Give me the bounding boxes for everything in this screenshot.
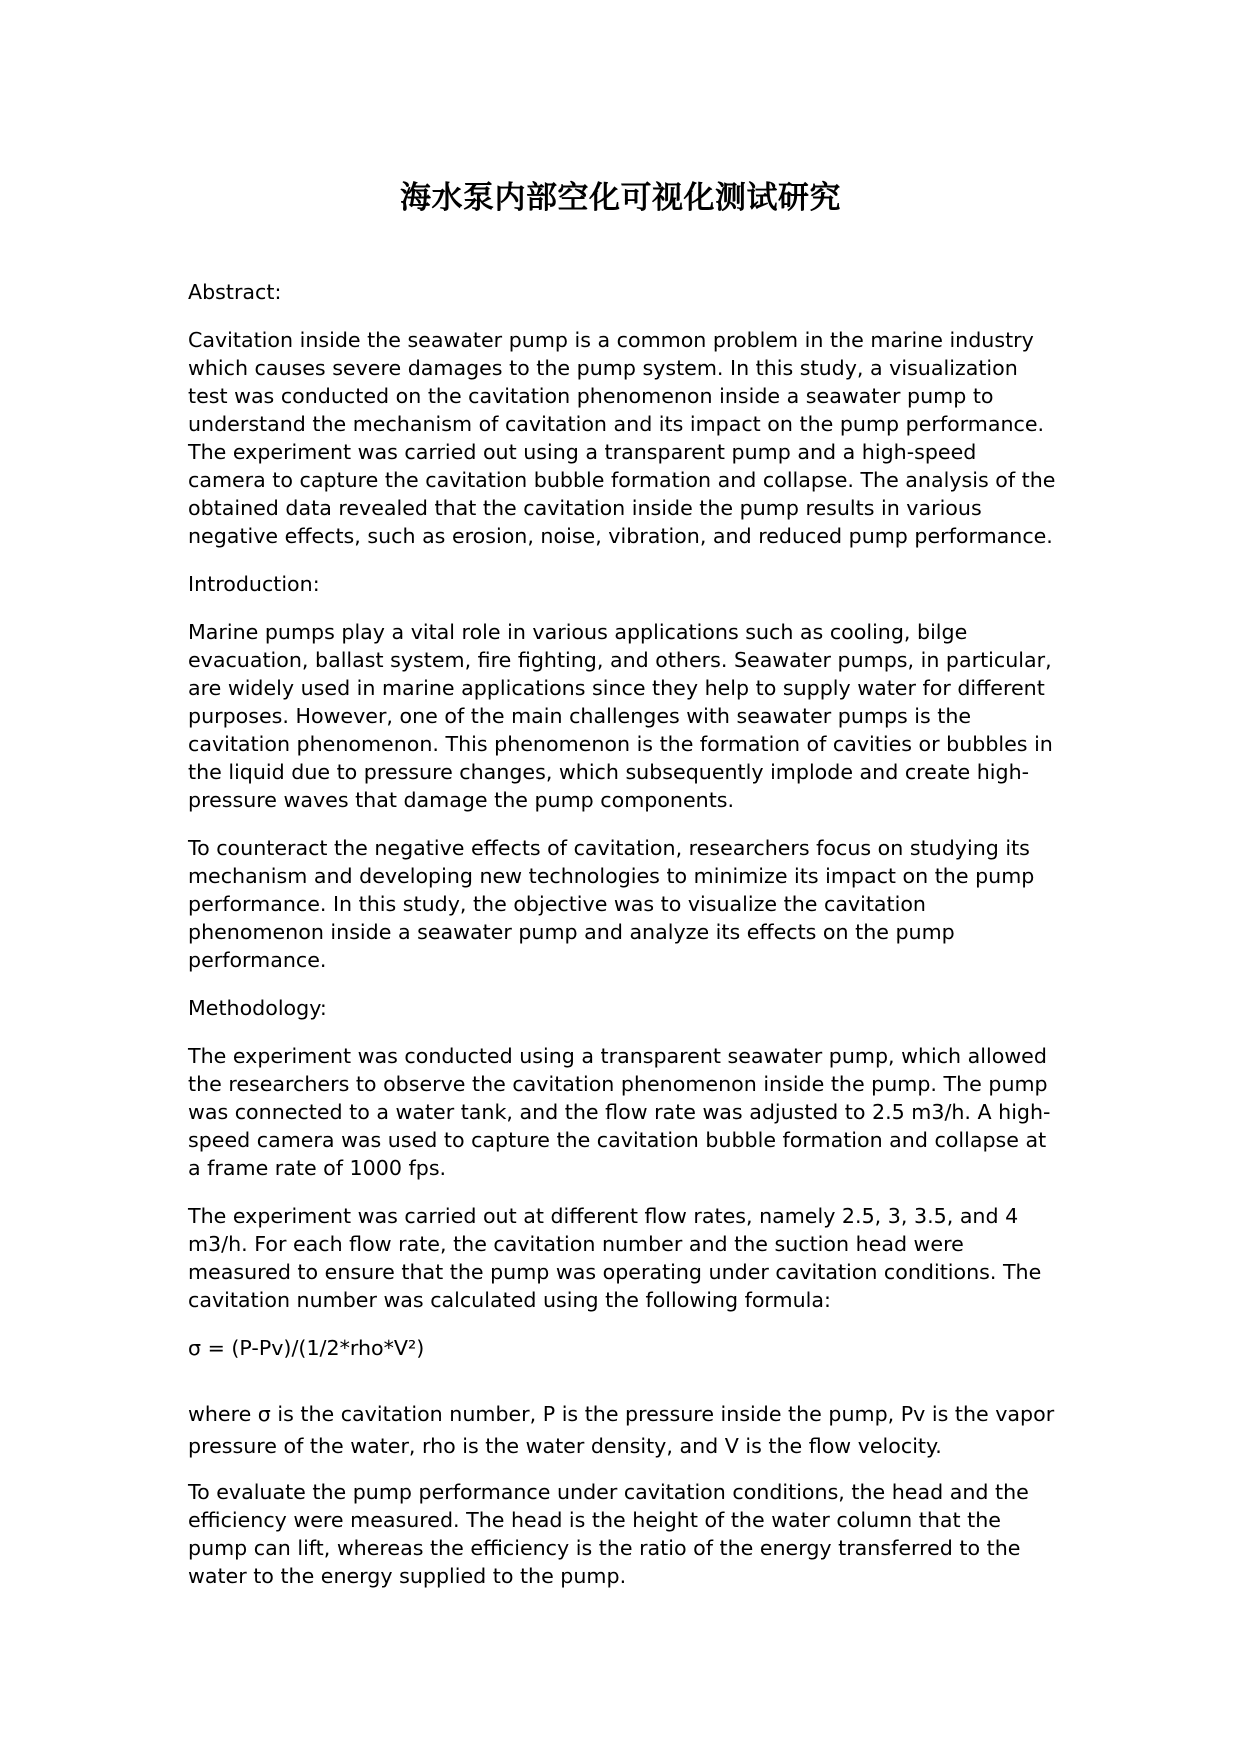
document-body bbox=[188, 278, 1058, 1610]
methodology-closing-paragraph: To evaluate the pump performance under cavitation conditions, the head and the efficiency were measured. The head is the height of the water column that the pump can lift, whereas the efficiency is the ratio of the energy transferred to the water to the energy supplied to the pump. bbox=[188, 1480, 1029, 1588]
methodology-heading: Methodology: bbox=[188, 996, 327, 1020]
methodology-paragraph-2: The experiment was carried out at different flow rates, namely 2.5, 3, 3.5, and 4 m3/h. For each flow rate, the cavitation number and the suction head were measured to ensure that the pump was operating under cavitation conditions. The cavitation number was calculated using the following formula: bbox=[188, 1204, 1042, 1312]
introduction-paragraph-2: To counteract the negative effects of cavitation, researchers focus on studying its mechanism and developing new technologies to minimize its impact on the pump performance. In this study, the objective was to visualize the cavitation phenomenon inside a seawater pump and analyze its effects on the pump performance. bbox=[188, 836, 1035, 972]
cavitation-formula: σ = (P-Pv)/(1/2*rho*V²) bbox=[188, 1336, 425, 1360]
page-title: 海水泵内部空化可视化测试研究 bbox=[400, 180, 841, 216]
introduction-paragraph-1: Marine pumps play a vital role in various applications such as cooling, bilge evacuation, ballast system, fire fighting, and others. Seawater pumps, in particular, are widely used in marine applications since they help to supply water for different purposes. However, one of the main challenges with seawater pumps is the cavitation phenomenon. This phenomenon is the formation of cavities or bubbles in the liquid due to pressure changes, which subsequently implode and create high-pressure waves that damage the pump components. bbox=[188, 620, 1053, 812]
abstract-paragraph: Cavitation inside the seawater pump is a common problem in the marine industry which causes severe damages to the pump system. In this study, a visualization test was conducted on the cavitation phenomenon inside a seawater pump to understand the mechanism of cavitation and its impact on the pump performance. The experiment was carried out using a transparent pump and a high-speed camera to capture the cavitation bubble formation and collapse. The analysis of the obtained data revealed that the cavitation inside the pump results in various negative effects, such as erosion, noise, vibration, and reduced pump performance. bbox=[188, 328, 1056, 548]
abstract-heading: Abstract: bbox=[188, 280, 282, 304]
introduction-heading: Introduction: bbox=[188, 572, 320, 596]
formula-explanation: where σ is the cavitation number, P is the pressure inside the pump, Pv is the vapor pressure of the water, rho is the water density, and V is the flow velocity. bbox=[188, 1402, 1055, 1458]
methodology-paragraph-1: The experiment was conducted using a transparent seawater pump, which allowed the researchers to observe the cavitation phenomenon inside the pump. The pump was connected to a water tank, and the flow rate was adjusted to 2.5 m3/h. A high-speed camera was used to capture the cavitation bubble formation and collapse at a frame rate of 1000 fps. bbox=[188, 1044, 1051, 1180]
